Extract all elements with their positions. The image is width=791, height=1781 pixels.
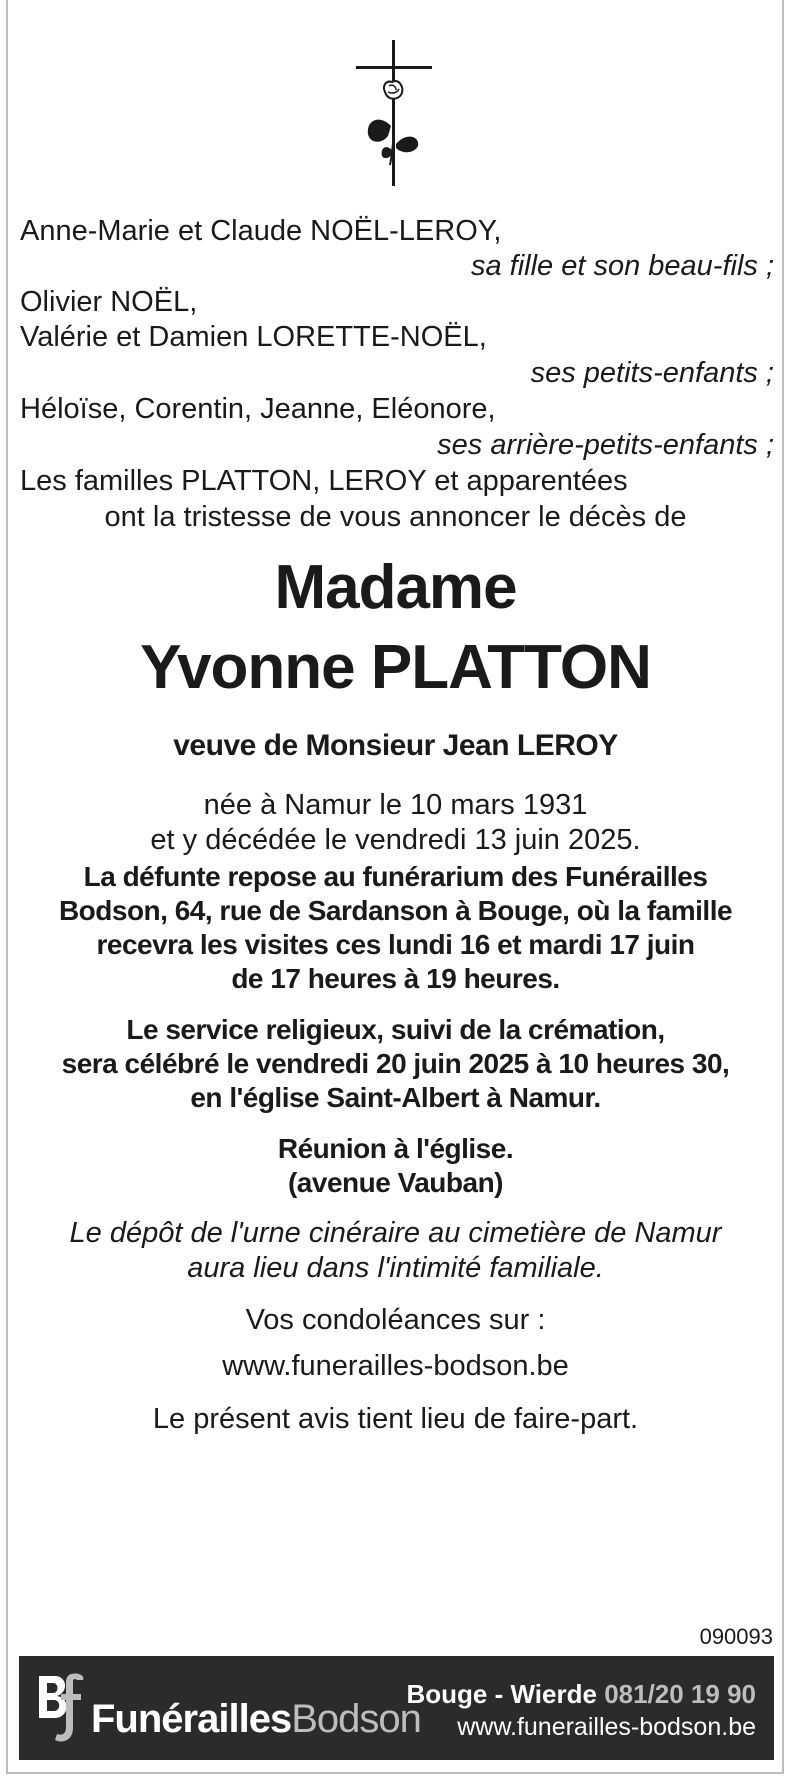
cross-with-rose-icon xyxy=(352,40,436,188)
family-line-families: Les familles PLATTON, LEROY et apparentées xyxy=(20,465,628,497)
condolences-label: Vos condoléances sur : xyxy=(245,1304,546,1336)
relation-daughter: sa fille et son beau-fils ; xyxy=(470,250,774,282)
family-line-grandson: Olivier NOËL, xyxy=(20,286,198,318)
service-line-2: sera célébré le vendredi 20 juin 2025 à 10 heures 30, xyxy=(61,1048,730,1079)
widow-of-line: veuve de Monsieur Jean LEROY xyxy=(173,729,618,762)
family-line-great-grandchildren: Héloïse, Corentin, Jeanne, Eléonore, xyxy=(20,393,496,425)
visitation-line-1: La défunte repose au funérarium des Funérailles xyxy=(83,861,708,892)
footer-website[interactable]: www.funerailles-bodson.be xyxy=(457,1713,756,1741)
deceased-title: Madame xyxy=(274,553,517,622)
urn-line-2: aura lieu dans l'intimité familiale. xyxy=(187,1252,604,1284)
visitation-line-2: Bodson, 64, rue de Sardanson à Bouge, où la famille xyxy=(58,895,733,926)
family-line-daughter: Anne-Marie et Claude NOËL-LEROY, xyxy=(20,215,502,247)
service-line-3: en l'église Saint-Albert à Namur. xyxy=(190,1082,601,1113)
condolences-link[interactable]: www.funerailles-bodson.be xyxy=(222,1350,569,1382)
birth-line: née à Namur le 10 mars 1931 xyxy=(203,789,588,821)
footer-phone[interactable]: 081/20 19 90 xyxy=(604,1679,756,1709)
footer-location: Bouge - Wierde xyxy=(406,1679,597,1709)
bodson-logo-icon xyxy=(35,1670,87,1746)
relation-great-grandchildren: ses arrière-petits-enfants ; xyxy=(437,429,774,461)
service-line-1: Le service religieux, suivi de la crémation, xyxy=(126,1014,665,1045)
family-line-granddaughter: Valérie et Damien LORETTE-NOËL, xyxy=(20,321,487,353)
brand-part-1: Funérailles xyxy=(91,1697,292,1741)
meeting-line-2: (avenue Vauban) xyxy=(287,1167,503,1198)
death-line: et y décédée le vendredi 13 juin 2025. xyxy=(150,824,641,856)
footer-banner xyxy=(19,1656,774,1760)
reference-number: 090093 xyxy=(699,1624,773,1649)
visitation-line-4: de 17 heures à 19 heures. xyxy=(231,963,560,994)
urn-line-1: Le dépôt de l'urne cinéraire au cimetière de Namur xyxy=(69,1217,722,1249)
announcement-line: ont la tristesse de vous annoncer le décès de xyxy=(104,501,687,533)
faire-part-notice: Le présent avis tient lieu de faire-part. xyxy=(152,1403,639,1435)
deceased-name: Yvonne PLATTON xyxy=(140,633,651,702)
relation-grandchildren: ses petits-enfants ; xyxy=(530,357,774,389)
meeting-line-1: Réunion à l'église. xyxy=(277,1133,514,1164)
visitation-line-3: recevra les visites ces lundi 16 et mardi 17 juin xyxy=(96,929,695,960)
footer-contact-line xyxy=(407,1678,757,1710)
brand-name xyxy=(91,1696,421,1742)
brand-part-2: Bodson xyxy=(291,1697,421,1741)
